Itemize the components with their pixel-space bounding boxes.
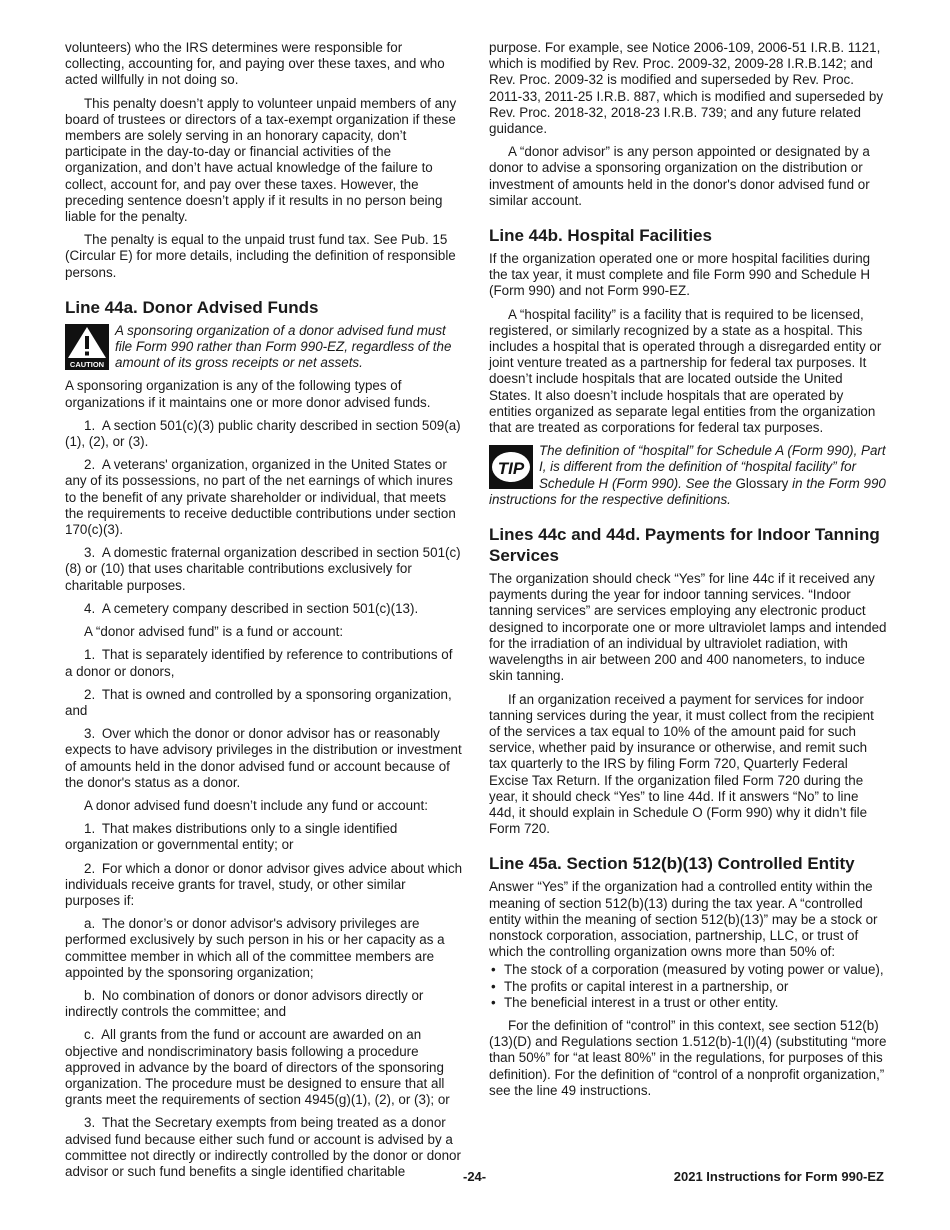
paragraph: A sponsoring organization is any of the following types of organizations if it maintains one or more donor advised funds. xyxy=(65,378,431,410)
heading-lines-44c-44d: Lines 44c and 44d. Payments for Indoor Tanning Services xyxy=(489,525,880,566)
list-item: 3. A domestic fraternal organization described in section 501(c)(8) or (10) that uses charitable contributions exclusively for charitable purposes. xyxy=(65,545,461,593)
list-item: c. All grants from the fund or account are awarded on an objective and nondiscriminatory basis following a procedure approved in advance by the board of directors of the sponsoring organization. The procedure must be designed to ensure that all grants meet the requirements of section 4945(g)(1), (2), or (3); or xyxy=(65,1027,450,1108)
paragraph: A “hospital facility” is a facility that is required to be licensed, registered, or similarly recognized by a state as a hospital. This includes a hospital that is operated through a disregarded entity or joint venture treated as a partnership for federal tax purposes. It doesn’t include hospitals that are located outside the United States. It also doesn’t include hospitals that are operated by entities organized as separate legal entities from the organization that are treated as corporations for federal tax purposes. xyxy=(489,306,882,436)
list-item: 3. That the Secretary exempts from being treated as a donor advised fund because either such fund or account is advised by a committee not directly or indirectly controlled by the donor or donor advisor or such fund benefits a single identified charitable xyxy=(65,1115,461,1179)
tip-glossary-term: Glossary xyxy=(735,475,789,491)
paragraph: A “donor advisor” is any person appointed or designated by a donor to advise a sponsoring organization on the distribution or investment of amounts held in the donor's donor advised fund or similar account. xyxy=(489,144,870,208)
list-item: 1. A section 501(c)(3) public charity described in section 509(a)(1), (2), or (3). xyxy=(65,417,461,450)
page-number: -24- xyxy=(463,1169,487,1184)
paragraph: The organization should check “Yes” for line 44c if it received any payments during the year for indoor tanning services. “Indoor tanning services” are services employing any electronic product designed to incorporate one or more ultraviolet lamps and intended for the irradiation of an individual by ultraviolet radiation, with wavelengths in air between 200 and 400 nanometers, to induce skin tanning. xyxy=(489,571,887,684)
caution-icon xyxy=(65,324,109,370)
heading-line-44a: Line 44a. Donor Advised Funds xyxy=(65,297,319,317)
list-item: 1. That makes distributions only to a single identified organization or governmental entity; or xyxy=(65,821,398,853)
list-item: 3. Over which the donor or donor advisor has or reasonably expects to have advisory privileges in the distribution or investment of amounts held in the donor advised fund or account because of the donor's status as a donor. xyxy=(65,726,462,790)
bullet-list xyxy=(489,962,887,1011)
list-item: 2. A veterans' organization, organized in the United States or any of its possessions, no part of the net earnings of which inures to the benefit of any private shareholder or individual, that meets the requirements to receive deductible contributions under section 170(c)(3). xyxy=(65,457,456,538)
tip-text-b: in the Form 990 instructions for the respective definitions. xyxy=(489,475,886,507)
paragraph: A “donor advised fund” is a fund or account: xyxy=(84,624,344,640)
list-item: 2. That is owned and controlled by a sponsoring organization, and xyxy=(65,686,452,718)
paragraph: If an organization received a payment for services for indoor tanning services during the year, it must collect from the recipient of the services a tax equal to 10% of the amount paid for such service, whether paid by insurance or otherwise, and remit such tax quarterly to the IRS by filing Form 720, Quarterly Federal Excise Tax Return. If the organization filed Form 720 during the year, it should check “Yes” to line 44d. If it answers “No” to line 44d, it should explain in Schedule O (Form 990) why it didn’t file Form 720. xyxy=(489,691,874,837)
tip-note xyxy=(489,443,887,508)
paragraph: This penalty doesn’t apply to volunteer unpaid members of any board of trustees or directors of a tax-exempt organization if these members are solely serving in an honorary capacity, don’t participate in the day-to-day or financial activities of the organization, and don’t have actual knowledge of the failure to collect, account for, and pay over these taxes. However, the preceding sentence doesn’t apply if it results in no person being liable for the penalty. xyxy=(65,95,457,225)
heading-line-45a: Line 45a. Section 512(b)(13) Controlled Entity xyxy=(489,854,855,874)
paragraph: If the organization operated one or more hospital facilities during the tax year, it must complete and file Form 990 and Schedule H (Form 990) and not Form 990-EZ. xyxy=(489,251,871,299)
list-item: 4. A cemetery company described in section 501(c)(13). xyxy=(84,600,419,616)
list-item: 1. That is separately identified by reference to contributions of a donor or donors, xyxy=(65,647,453,679)
list-item: 2. For which a donor or donor advisor gives advice about which individuals receive grants for travel, study, or other similar purposes if: xyxy=(65,860,463,908)
caution-label: CAUTION xyxy=(69,359,105,369)
paragraph: volunteers) who the IRS determines were responsible for collecting, accounting for, and paying over these taxes, and who acted willfully in not doing so. xyxy=(65,40,445,88)
caution-text: A sponsoring organization of a donor advised fund must file Form 990 rather than Form 990-EZ, regardless of the amount of its gross receipts or net assets. xyxy=(115,322,452,371)
tip-text-a: The definition of “hospital” for Schedule A (Form 990), Part I, is different from the definition of “hospital facility” for Schedule H (Form 990). See the xyxy=(539,443,886,491)
tip-icon xyxy=(489,445,533,489)
paragraph: Answer “Yes” if the organization had a controlled entity within the meaning of section 512(b)(13) during the tax year. A “controlled entity within the meaning of section 512(b)(13)” may be a stock or nonstock corporation, association, partnership, LLC, or trust of which the controlling organization owns more than 50% of: xyxy=(489,879,878,960)
heading-line-44b: Line 44b. Hospital Facilities xyxy=(489,226,712,246)
left-column xyxy=(65,40,463,1187)
paragraph: A donor advised fund doesn’t include any fund or account: xyxy=(84,797,428,813)
list-item: • The stock of a corporation (measured by voting power or value), xyxy=(489,962,887,978)
list-item: a. The donor’s or donor advisor's advisory privileges are performed exclusively by such person in his or her capacity as a committee member in which all of the committee members are appointed by the sponsoring organization; xyxy=(65,916,445,980)
list-item: • The profits or capital interest in a partnership, or xyxy=(489,979,887,995)
list-item: b. No combination of donors or donor advisors directly or indirectly controls the committee; and xyxy=(65,987,424,1020)
form-title: 2021 Instructions for Form 990-EZ xyxy=(673,1169,884,1184)
paragraph: The penalty is equal to the unpaid trust fund tax. See Pub. 15 (Circular E) for more details, including the definition of responsible persons. xyxy=(65,232,456,280)
paragraph: purpose. For example, see Notice 2006-109, 2006-51 I.R.B. 1121, which is modified by Rev. Proc. 2009-32, 2009-28 I.R.B.142; and Rev. Proc. 2009-32 is modified and superseded by Rev. Proc. 2011-33, 2011-25 I.R.B. 887, which is modified and superseded by Rev. Proc. 2018-32, 2018-23 I.R.B. 739; and any future related guidance. xyxy=(489,40,884,137)
tip-label: TIP xyxy=(497,459,525,479)
caution-note xyxy=(65,323,463,372)
list-item: • The beneficial interest in a trust or other entity. xyxy=(489,995,887,1011)
paragraph: For the definition of “control” in this context, see section 512(b)(13)(D) and Regulations section 1.512(b)-1(l)(4) (substituting “more than 50%” for “at least 80%” in the regulations, for purposes of this definition). For the definition of “control of a nonprofit organization,” see the line 49 instructions. xyxy=(489,1017,887,1098)
right-column xyxy=(489,40,887,1106)
